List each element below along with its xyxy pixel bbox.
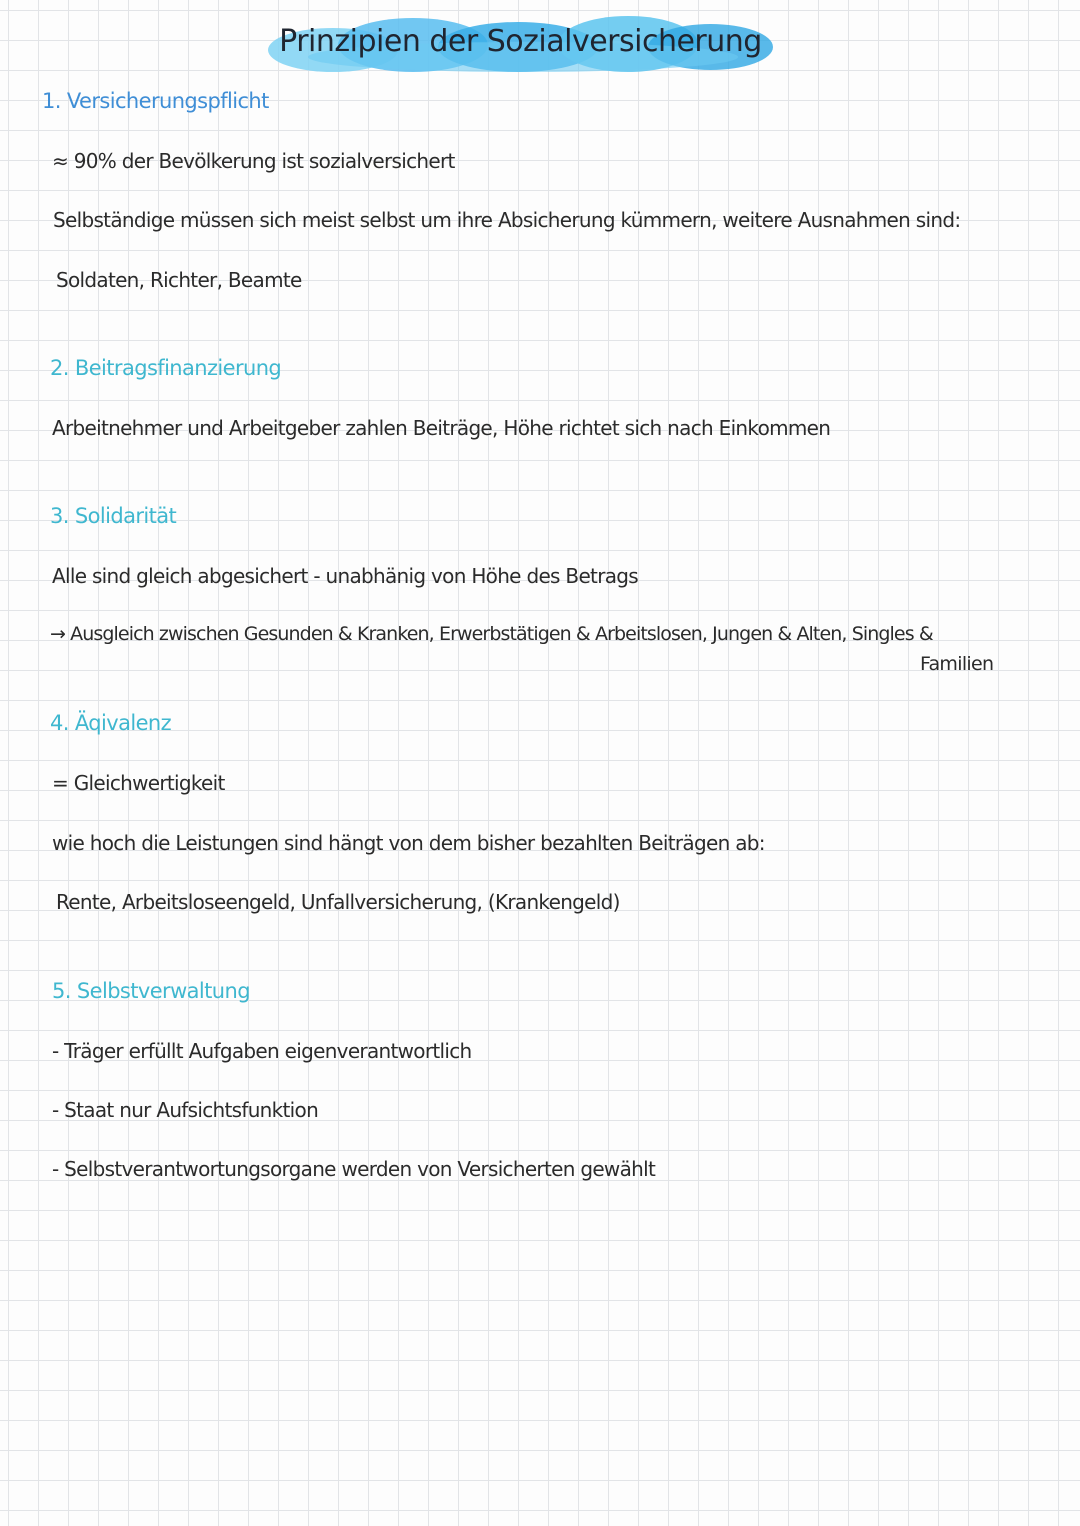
text-line: Rente, Arbeitsloseengeld, Unfallversicherung, (Krankengeld) bbox=[56, 890, 620, 914]
text-line: Alle sind gleich abgesichert - unabhänig von Höhe des Betrags bbox=[52, 564, 638, 588]
heading-versicherungspflicht: 1. Versicherungspflicht bbox=[42, 89, 269, 113]
heading-selbstverwaltung: 5. Selbstverwaltung bbox=[52, 979, 250, 1003]
heading-solidaritaet: 3. Solidarität bbox=[50, 504, 177, 528]
bullet-item: - Selbstverantwortungsorgane werden von Versicherten gewählt bbox=[52, 1157, 656, 1181]
text-line: ≈ 90% der Bevölkerung ist sozialversichert bbox=[52, 149, 455, 173]
text-line: Arbeitnehmer und Arbeitgeber zahlen Beiträge, Höhe richtet sich nach Einkommen bbox=[52, 416, 831, 440]
heading-aequivalenz: 4. Äqivalenz bbox=[50, 711, 172, 735]
text-line: = Gleichwertigkeit bbox=[52, 771, 225, 795]
text-line: Soldaten, Richter, Beamte bbox=[56, 268, 302, 292]
text-line: wie hoch die Leistungen sind hängt von dem bisher bezahlten Beiträgen ab: bbox=[52, 831, 765, 855]
page-title: Prinzipien der Sozialversicherung bbox=[279, 24, 762, 59]
bullet-item: - Träger erfüllt Aufgaben eigenverantwortlich bbox=[52, 1039, 472, 1063]
text-line: Familien bbox=[920, 653, 994, 675]
text-line: → Ausgleich zwischen Gesunden & Kranken, Erwerbstätigen & Arbeitslosen, Jungen & Alten, Singles & bbox=[50, 623, 933, 645]
text-line: Selbständige müssen sich meist selbst um ihre Absicherung kümmern, weitere Ausnahmen sind: bbox=[53, 208, 961, 232]
page-title-block bbox=[268, 14, 773, 76]
heading-beitragsfinanzierung: 2. Beitragsfinanzierung bbox=[50, 356, 282, 380]
bullet-item: - Staat nur Aufsichtsfunktion bbox=[52, 1098, 319, 1122]
